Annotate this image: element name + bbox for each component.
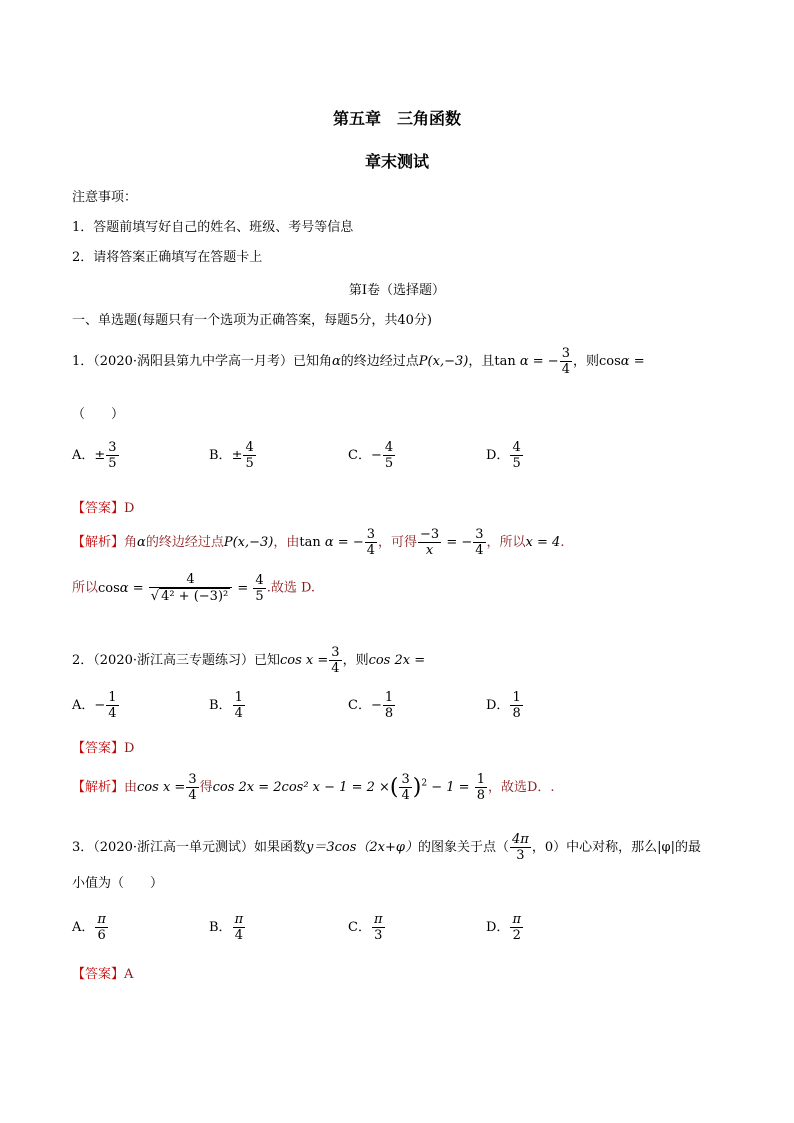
- denominator: 5: [245, 456, 254, 471]
- analysis-tag: 【解析】: [72, 535, 125, 550]
- analysis-line-1: 【解析】角α的终边经过点P(x,−3)，由tan α = − $\frac{3}{4}$ ，可得 $\frac{-3}{x}$ = − $\frac{3}{4}$ ，所以x = 4.: [72, 527, 565, 558]
- numerator: 1: [512, 690, 521, 705]
- numerator: 3: [401, 772, 410, 787]
- option-label: D．: [486, 920, 510, 935]
- q1-then: ，则: [572, 354, 599, 369]
- answer-line: [72, 497, 134, 516]
- answer-tag: 【答案】: [72, 967, 125, 982]
- question-1-stem: [72, 346, 645, 377]
- denominator: 4: [234, 706, 243, 721]
- numerator: π: [373, 912, 383, 927]
- option-label: D．: [486, 448, 510, 463]
- cos-text: cos: [598, 354, 621, 369]
- equals: =: [633, 354, 645, 369]
- numerator: 4: [384, 440, 394, 455]
- answer-value: D: [124, 501, 135, 516]
- option-sign: −: [94, 698, 106, 713]
- option-label: D．: [486, 698, 510, 713]
- fraction: [383, 690, 395, 721]
- analysis-text: 得: [199, 780, 213, 795]
- fraction: [372, 912, 385, 943]
- fraction: [106, 690, 118, 721]
- tan-text: tan: [494, 354, 516, 369]
- analysis-line-2: [72, 572, 315, 604]
- option-label: B．: [209, 448, 232, 463]
- option-label: B．: [209, 698, 232, 713]
- answer-line: [72, 963, 133, 982]
- answer-value: D: [124, 741, 135, 756]
- numerator: π: [234, 912, 244, 927]
- option-a: [72, 912, 109, 943]
- denominator: 5: [512, 456, 521, 471]
- question-2-stem: [72, 645, 425, 676]
- fraction: [510, 832, 531, 863]
- eq-minus: = −: [532, 354, 559, 369]
- analysis-text: ，所以: [486, 535, 526, 550]
- equals: =: [132, 580, 144, 596]
- part-heading: 一、单选题(每题只有一个选项为正确答案，每题5分，共40分): [72, 313, 432, 328]
- fraction: [106, 440, 118, 471]
- q3-mid: 的图象关于点（: [418, 840, 510, 855]
- denominator: 6: [95, 927, 108, 943]
- fraction: [560, 346, 572, 377]
- numerator: π: [512, 912, 521, 927]
- q3-mid2: ，0）中心对称，那么|φ|的最: [531, 840, 701, 855]
- fraction: [475, 772, 487, 803]
- eq-minus: = −: [337, 535, 364, 550]
- fraction: [510, 912, 523, 943]
- q3-prefix: 3．（2020·浙江高一单元测试）如果函数: [72, 840, 306, 855]
- denominator: 8: [476, 788, 485, 803]
- analysis-text: 角: [124, 535, 138, 550]
- alpha-symbol: α: [620, 354, 630, 369]
- answer-value: A: [124, 967, 134, 982]
- fraction: [186, 772, 198, 803]
- x-equals: x = 4: [525, 535, 561, 550]
- denominator: 3: [372, 927, 385, 943]
- cos-x: cos x =: [280, 653, 329, 668]
- analysis-line: 【解析】由cos x = $\frac{3}{4}$ 得cos 2x = 2cos² x − 1 = 2 ×( $\frac{3}{4}$ )$^2$ − 1 = $\frac{1}{8}$ ，故选D．.: [72, 772, 555, 803]
- denominator: 5: [108, 456, 117, 471]
- point-p: P(x,−3): [223, 535, 274, 550]
- fraction: [233, 912, 246, 943]
- sqrt-content: 4² + (−3)²: [161, 589, 229, 604]
- option-c: [348, 690, 396, 721]
- option-b: [209, 912, 246, 943]
- numerator: 3: [108, 440, 117, 455]
- option-a: [72, 690, 120, 721]
- option-sign: ±: [231, 448, 243, 463]
- analysis-choice: D．.: [527, 780, 555, 795]
- answer-blank: （ ）: [72, 407, 125, 422]
- denominator: 5: [384, 456, 394, 471]
- numerator: 4: [512, 440, 521, 455]
- denominator: 2: [510, 927, 523, 943]
- fraction: [418, 527, 441, 558]
- alpha-symbol: α: [119, 580, 129, 596]
- option-label: B．: [209, 920, 232, 935]
- denominator: 4: [331, 661, 340, 676]
- numerator: 3: [188, 772, 197, 787]
- q1-mid: 的终边经过点: [340, 354, 419, 369]
- alpha-symbol: α: [324, 535, 334, 550]
- cos-text: cos: [98, 580, 120, 596]
- answer-tag: 【答案】: [72, 501, 125, 516]
- math-expression: − 1 =: [431, 780, 470, 795]
- option-label: A．: [72, 448, 95, 463]
- numerator: 1: [476, 772, 485, 787]
- numerator: −3: [420, 527, 440, 542]
- notice-heading: 注意事项：: [72, 190, 138, 205]
- alpha-symbol: α: [519, 354, 529, 369]
- numerator: 1: [234, 690, 243, 705]
- function-expression: y＝3cos（2x+φ）: [306, 840, 418, 855]
- question-3-line2: 小值为（ ）: [72, 876, 164, 891]
- numerator: 3: [331, 645, 340, 660]
- q1-prefix: 1．（2020·涡阳县第九中学高一月考）已知角: [72, 354, 332, 369]
- analysis-tag: 【解析】: [72, 780, 125, 795]
- option-a: [72, 440, 120, 471]
- denominator: x: [418, 542, 441, 558]
- notice-item: 2．请将答案正确填写在答题卡上: [72, 250, 263, 265]
- numerator: 1: [384, 690, 394, 705]
- fraction: [383, 440, 395, 471]
- denominator: √ 4² + (−3)²: [149, 587, 232, 604]
- q1-after-point: ，且: [468, 354, 495, 369]
- denominator: 8: [384, 706, 394, 721]
- numerator: 3: [475, 527, 484, 542]
- denominator: 4: [366, 543, 375, 558]
- option-sign: ±: [94, 448, 106, 463]
- denominator: 4: [233, 927, 246, 943]
- option-d: [486, 440, 524, 471]
- numerator: 3: [366, 527, 375, 542]
- denominator: 4: [401, 788, 410, 803]
- option-label: C．: [348, 448, 371, 463]
- alpha-symbol: α: [137, 535, 146, 550]
- point-p: P(x,−3): [418, 354, 469, 369]
- option-b: [209, 690, 246, 721]
- analysis-text: 所以: [72, 580, 99, 596]
- answer-tag: 【答案】: [72, 741, 125, 756]
- denominator: 4: [188, 788, 197, 803]
- fraction: [510, 440, 522, 471]
- alpha-symbol: α: [332, 354, 341, 369]
- tan-text: tan: [299, 535, 321, 550]
- option-sign: −: [370, 698, 382, 713]
- analysis-text: .故选 D.: [266, 580, 316, 596]
- numerator: 3: [561, 346, 570, 361]
- fraction: [243, 440, 255, 471]
- math-expression: cos 2x = 2cos² x − 1 = 2 ×: [212, 780, 390, 795]
- option-label: A．: [72, 920, 95, 935]
- chapter-title: 第五章 三角函数: [332, 109, 461, 128]
- notice-item: 1．答题前填写好自己的姓名、班级、考号等信息: [72, 220, 354, 235]
- option-label: A．: [72, 698, 95, 713]
- fraction: [510, 690, 522, 721]
- option-c: [348, 912, 386, 943]
- analysis-text: ，故选: [487, 780, 527, 795]
- fraction: [233, 690, 245, 721]
- fraction: [399, 772, 411, 803]
- denominator: 4: [561, 362, 570, 377]
- fraction: [365, 527, 377, 558]
- denominator: 4: [475, 543, 484, 558]
- denominator: 5: [255, 588, 264, 604]
- option-c: [348, 440, 396, 471]
- subtitle: 章末测试: [364, 152, 429, 171]
- equals: =: [237, 580, 249, 596]
- eq-minus: = −: [446, 535, 473, 550]
- denominator: 4: [108, 706, 117, 721]
- numerator: 1: [108, 690, 117, 705]
- cos-x: cos x =: [137, 780, 186, 795]
- fraction: [149, 572, 232, 604]
- analysis-text: ，可得: [378, 535, 418, 550]
- denominator: 8: [512, 706, 521, 721]
- answer-line: [72, 737, 134, 756]
- question-3-stem: [72, 832, 701, 863]
- analysis-text: 的终边经过点: [145, 535, 224, 550]
- volume-heading: 第I卷（选择题）: [348, 283, 446, 298]
- option-label: C．: [348, 698, 371, 713]
- option-b: [209, 440, 257, 471]
- numerator: 4: [186, 572, 195, 587]
- q2-prefix: 2．（2020·浙江高三专题练习）已知: [72, 653, 280, 668]
- fraction: [95, 912, 108, 943]
- numerator: 4: [245, 440, 254, 455]
- fraction: [253, 573, 265, 604]
- option-sign: −: [370, 448, 382, 463]
- numerator: π: [97, 912, 106, 927]
- fraction: [473, 527, 485, 558]
- numerator: 4: [255, 572, 264, 588]
- cos-2x: cos 2x =: [368, 653, 426, 668]
- option-label: C．: [348, 920, 371, 935]
- option-d: [486, 690, 524, 721]
- analysis-text: 由: [124, 780, 138, 795]
- analysis-text: ，由: [273, 535, 300, 550]
- denominator: 3: [510, 847, 531, 863]
- numerator: 4π: [512, 832, 529, 847]
- fraction: [329, 645, 341, 676]
- option-d: [486, 912, 524, 943]
- q2-then: ，则: [342, 653, 369, 668]
